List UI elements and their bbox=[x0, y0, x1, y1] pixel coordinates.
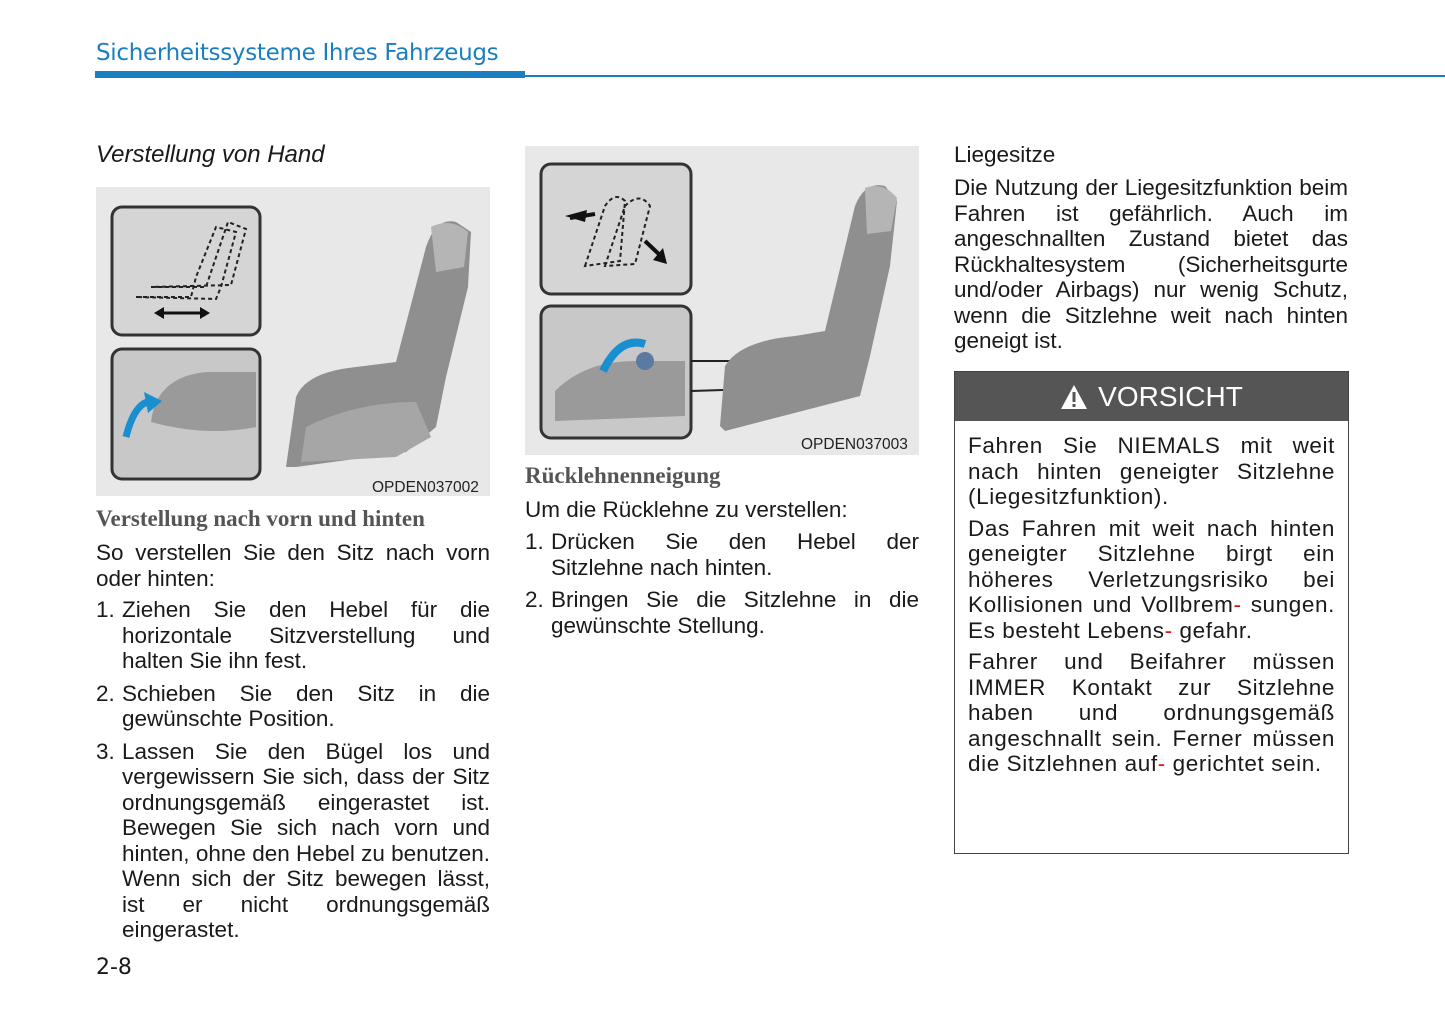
section-title-backrest: Rücklehnenneigung bbox=[525, 463, 721, 488]
section-title-forward-back: Verstellung nach vorn und hinten bbox=[96, 506, 425, 531]
caution-paragraph: Fahren Sie NIEMALS mit weit nach hinten geneigter Sitzlehne (Liegesitzfunktion). bbox=[968, 433, 1335, 509]
list-item: 3. Lassen Sie den Bügel los und vergewissern Sie sich, dass der Sitz ordnungsgemäß eingerastet ist. Bewegen Sie sich nach vorn und hinten, ohne den Hebel zu benutzen. Wenn sich der Sitz bewegen lässt, ist er nicht ordnungsgemäß eingerastet. bbox=[96, 738, 490, 942]
caution-body bbox=[955, 421, 1348, 777]
caution-title: VORSICHT bbox=[1098, 380, 1243, 412]
hyphen-mark: - bbox=[1233, 592, 1242, 617]
warning-triangle-icon bbox=[1060, 384, 1088, 410]
page-number: 2-8 bbox=[96, 955, 132, 980]
figure-code-middle: OPDEN037003 bbox=[801, 436, 908, 453]
list-item: 2. Bringen Sie die Sitzlehne in die gewünschte Stellung. bbox=[525, 587, 919, 638]
list-item: 1. Ziehen Sie den Hebel für die horizontale Sitzverstellung und halten Sie ihn fest. bbox=[96, 597, 490, 673]
hyphen-mark: - bbox=[1164, 617, 1173, 643]
header-rule-thick bbox=[95, 71, 525, 78]
figure-backrest bbox=[525, 146, 919, 455]
intro-forward-back: So verstellen Sie den Sitz nach vorn oder hinten: bbox=[96, 540, 490, 591]
caution-header bbox=[955, 372, 1348, 421]
figure-code-left: OPDEN037002 bbox=[372, 479, 479, 496]
header-rule-thin bbox=[525, 75, 1445, 77]
intro-backrest: Um die Rücklehne zu verstellen: bbox=[525, 497, 848, 522]
list-item: 1. Drücken Sie den Hebel der Sitzlehne nach hinten. bbox=[525, 529, 919, 580]
caution-box bbox=[954, 371, 1349, 854]
list-item: 2. Schieben Sie den Sitz in die gewünschte Position. bbox=[96, 680, 490, 731]
caution-paragraph: Fahrer und Beifahrer müssen IMMER Kontakt zur Sitzlehne haben und ordnungsgemäß angeschnallt sein. Ferner müssen die Sitzlehnen auf- gerichtet sein. bbox=[968, 649, 1335, 776]
steps-forward-back bbox=[96, 597, 490, 950]
backrest-illustration bbox=[525, 146, 919, 455]
subtitle-manual-adjustment: Verstellung von Hand bbox=[96, 141, 325, 168]
paragraph-reclining: Die Nutzung der Liegesitzfunktion beim Fahren ist gefährlich. Auch im angeschnallten Zustand bietet das Rückhaltesystem (Sicherheitsgurte und/oder Airbags) nur wenig Schutz, wenn die Sitzlehne weit nach hinten geneigt ist. bbox=[954, 175, 1348, 353]
page-header-title: Sicherheitssysteme Ihres Fahrzeugs bbox=[96, 40, 499, 66]
caution-paragraph: Das Fahren mit weit nach hinten geneigter Sitzlehne birgt ein höheres Verletzungsrisiko bei Kollisionen und Vollbrem- sungen. Es besteht Lebens- gefahr. bbox=[968, 515, 1335, 643]
hyphen-mark: - bbox=[1157, 751, 1166, 776]
seat-slide-illustration bbox=[96, 187, 490, 496]
steps-backrest bbox=[525, 529, 919, 645]
figure-seat-slide bbox=[96, 187, 490, 496]
heading-reclining: Liegesitze bbox=[954, 142, 1056, 167]
